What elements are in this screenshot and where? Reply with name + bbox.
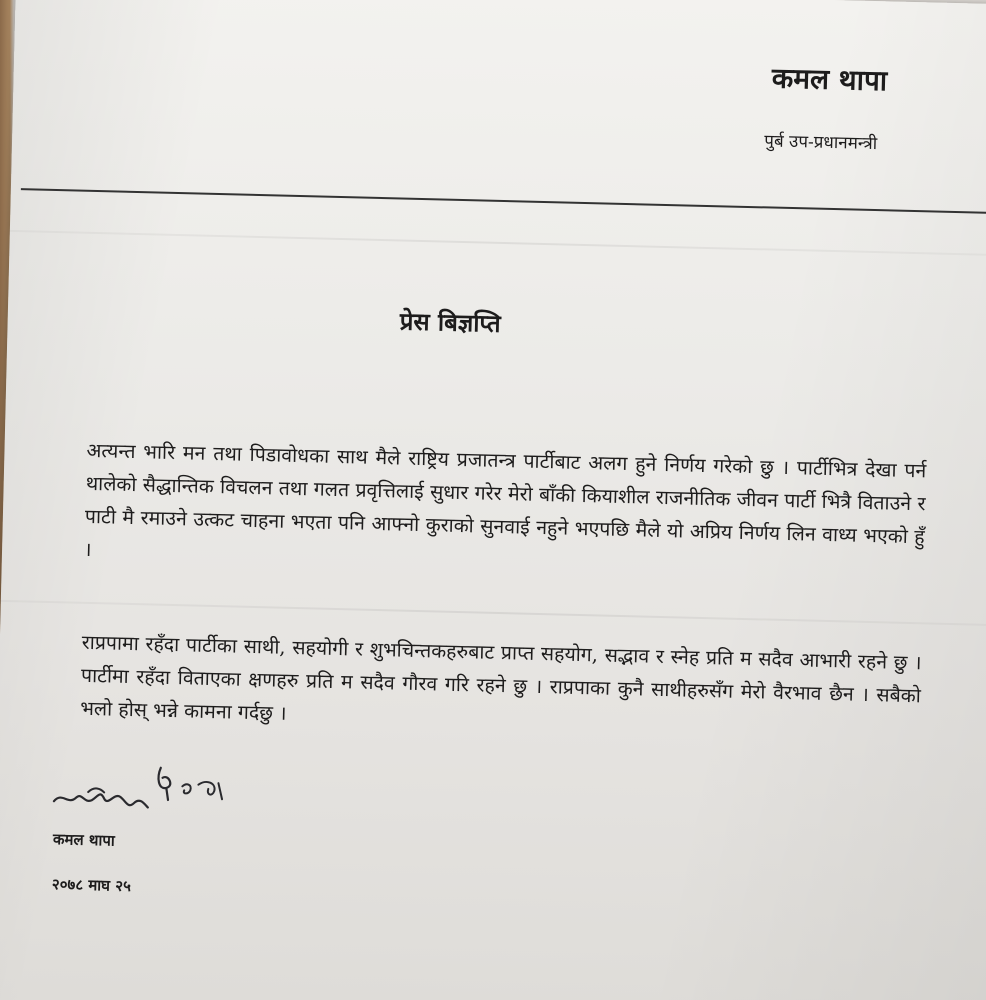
paper-fold	[1, 600, 986, 626]
signature-date: २०७८ माघ २५	[51, 875, 132, 896]
letterhead-name: कमल थापा	[771, 61, 888, 98]
signatory-name: कमल थापा	[52, 830, 115, 850]
handwritten-signature	[47, 761, 249, 836]
body-paragraph-2: राप्रपामा रहँदा पार्टीका साथी, सहयोगी र शुभचिन्तकहरुबाट प्राप्त सहयोग, सद्भाव र स्नेह प्रति म सदैव आभारी रहने छु । पार्टीमा रहँदा विताएका क्षणहरु प्रति म सदैव गौरव गरि रहने छु । राप्रपाका कुनै साथीहरुसँग मेरो वैरभाव छैन । सबैको भलो होस् भन्ने कामना गर्दछु ।	[79, 630, 922, 725]
paper-fold	[10, 230, 986, 256]
body-paragraph-1: अत्यन्त भारि मन तथा पिडावोधका साथ मैले राष्ट्रिय प्रजातन्त्र पार्टीबाट अलग हुने निर्णय गरेको छु । पार्टीभित्र देखा पर्न थालेको सैद्धान्तिक विचलन तथा गलत प्रवृत्तिलाई सुधार गरेर मेरो बाँकी कियाशील राजनीतिक जीवन पार्टी भित्रै विताउने र पाटी मै रमाउने उत्कट चाहना भएता पनि आफ्नो कुराको सुनवाई नहुने भएपछि मैले यो अप्रिय निर्णय लिन वाध्य भएको हुँ ।	[83, 438, 927, 562]
letterhead-divider	[21, 188, 986, 214]
letterhead-designation: पुर्ब उप-प्रधानमन्त्री	[764, 131, 878, 155]
document-title: प्रेस बिज्ञप्ति	[399, 306, 501, 338]
